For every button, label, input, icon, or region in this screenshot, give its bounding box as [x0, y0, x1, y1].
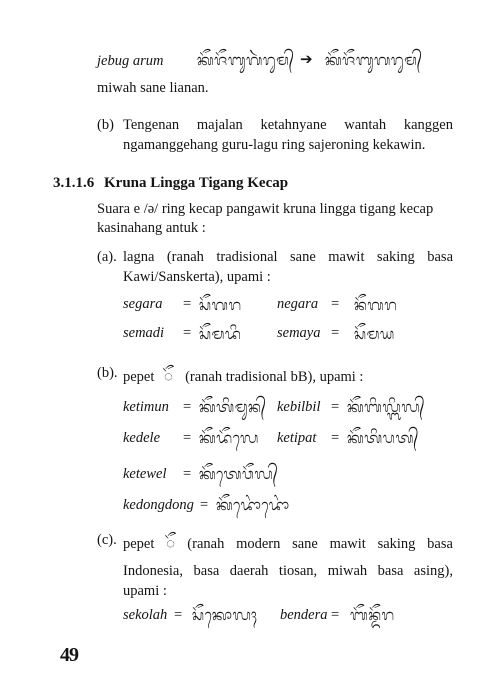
item-c-word: mawit [329, 536, 366, 552]
balinese-script: ᬲᭂᬫᬬ [354, 325, 395, 343]
equals-sign: = [174, 607, 183, 623]
equals-sign: = [183, 325, 192, 341]
equals-sign: = [331, 399, 340, 415]
balinese-script-jebug-arum-original: ᬓᭂᬚᭂᬩᬸᬕᬃᬭᬸᬫ᭄ [197, 51, 295, 69]
pepet-word: pepet [123, 536, 155, 552]
balinese-script: ᬓᭂᬤᭂᬮᬾ [199, 429, 259, 447]
balinese-script: ᬦᭂᬕᬭ [354, 296, 398, 314]
item-c-line2: Indonesia, basa daerah tiosan, miwah basa asing), [123, 563, 453, 579]
pepet-glyph: ᭂ [164, 367, 174, 385]
item-c-word: sane [292, 536, 318, 552]
balinese-script: ᬓᭂᬢᬶᬧᬢ᭄ [347, 429, 420, 447]
page-number: 49 [60, 644, 78, 666]
equals-sign: = [331, 325, 340, 341]
equals-sign: = [183, 296, 192, 312]
equals-sign: = [331, 430, 340, 446]
section-heading [53, 175, 288, 192]
pepet-word: pepet [123, 369, 155, 385]
intro-line2: kasinahang antuk : [97, 220, 206, 236]
example-word: sekolah [123, 607, 168, 623]
balinese-script: ᬓᭂᬢᬾᬯᭂᬮ᭄ [199, 465, 279, 483]
example-word-jebug-arum: jebug arum [97, 53, 164, 69]
arrow-icon: ➔ [300, 52, 313, 68]
balinese-script-jebug-arum-result: ᬓᭂᬚᭂᬩᬸᬕᬭᬸᬫ᭄ [325, 51, 423, 69]
item-b2-line [123, 365, 363, 392]
item-c-word: saking [377, 536, 416, 552]
section-title: Kruna Lingga Tigang Kecap [104, 175, 289, 191]
item-a-line2: Kawi/Sanskerta), upami : [123, 269, 271, 285]
example-word: ketipat [277, 430, 317, 446]
equals-sign: = [331, 296, 340, 312]
item-b-line1 [123, 117, 453, 134]
equals-sign: = [200, 497, 209, 513]
item-b-line2: ngamanggehang guru-lagu ring sajeroning kekawin. [123, 137, 426, 153]
item-b-label: (b) [97, 117, 114, 133]
equals-sign: = [183, 399, 192, 415]
item-b2-label: (b). [97, 365, 118, 381]
item-c-label: (c). [97, 532, 117, 548]
item-b-word: majalan [196, 117, 243, 133]
equals-sign: = [331, 607, 340, 623]
example-word: kebilbil [277, 399, 321, 415]
example-word: ketewel [123, 466, 167, 482]
text-miwah-sane-lianan: miwah sane lianan. [97, 80, 209, 96]
balinese-script: ᬓᭂᬩᬶᬮ᭄ᬩᬶᬮ᭄ [347, 398, 426, 416]
example-word: semaya [277, 325, 321, 341]
equals-sign: = [183, 466, 192, 482]
example-word: kedele [123, 430, 161, 446]
example-word: negara [277, 296, 319, 312]
pepet-glyph: ᭂ [166, 534, 176, 552]
item-a-line1: lagna (ranah tradisional sane mawit saking basa [123, 249, 453, 265]
balinese-script: ᬲᭂᬓᭀᬮᬄ [192, 606, 258, 624]
balinese-script: ᬲᭂᬫᬤᬶ [199, 325, 242, 343]
item-b-word: ketahnyane [260, 117, 327, 133]
balinese-script: ᬩᭂᬦ᭄ᬤᭂᬭ [350, 606, 395, 624]
example-word: kedongdong [123, 497, 194, 513]
item-c-word: basa [427, 536, 453, 552]
intro-line1: Suara e /ə/ ring kecap pangawit kruna lingga tigang kecap [97, 201, 434, 217]
balinese-script: ᬲᭂᬕᬭ [199, 296, 242, 314]
item-c-line3: upami : [123, 583, 167, 599]
item-b2-description: (ranah tradisional bB), upami : [185, 369, 364, 385]
item-c-word: modern [236, 536, 281, 552]
example-word: semadi [123, 325, 165, 341]
balinese-script: ᬓᭂᬤᭀᬂᬤᭀᬂ [216, 496, 290, 514]
example-word: segara [123, 296, 163, 312]
balinese-script: ᬓᭂᬢᬶᬫᬸᬦ᭄ [199, 398, 267, 416]
item-b-word: Tengenan [123, 117, 180, 133]
section-number: 3.1.1.6 [53, 175, 95, 191]
item-b-word: kanggen [403, 117, 453, 133]
example-word: bendera [280, 607, 328, 623]
item-c-word: (ranah [187, 536, 225, 552]
example-word: ketimun [123, 399, 169, 415]
equals-sign: = [183, 430, 192, 446]
item-b-word: wantah [344, 117, 387, 133]
item-a-label: (a). [97, 249, 117, 265]
item-c-line1 [123, 532, 453, 559]
